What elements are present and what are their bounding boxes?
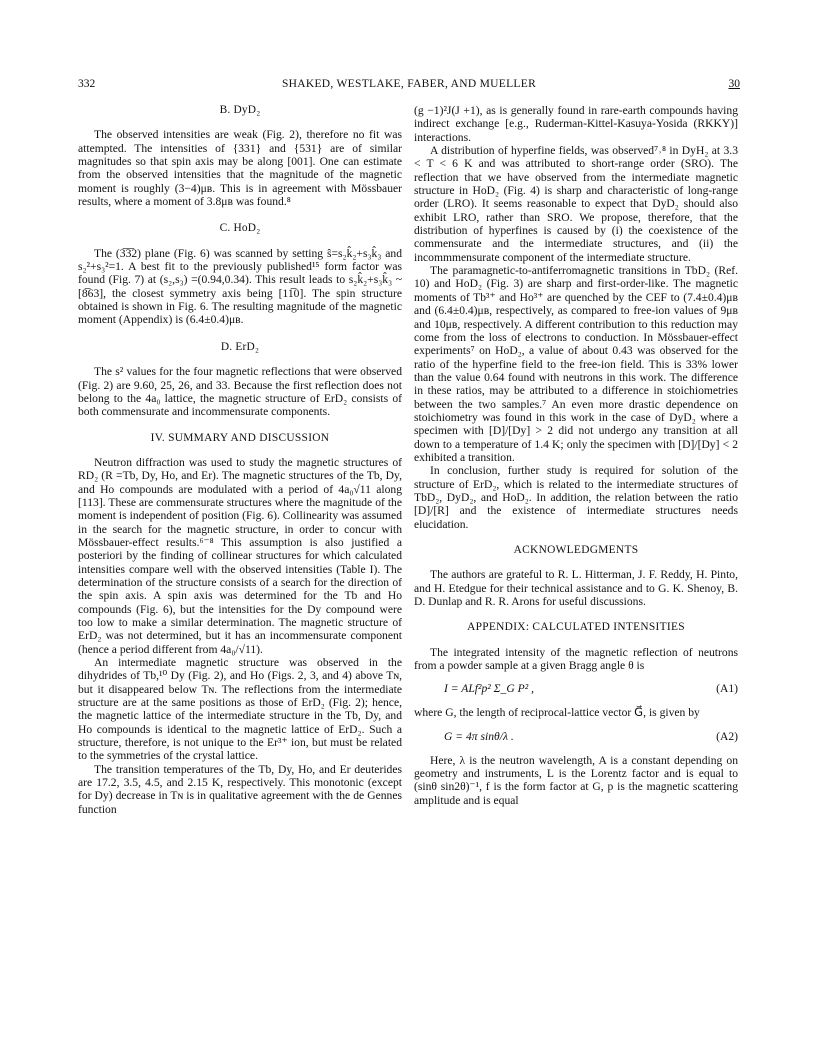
equation-number: (A2)	[716, 729, 738, 743]
section-heading-appendix: APPENDIX: CALCULATED INTENSITIES	[467, 621, 685, 634]
paragraph: The paramagnetic-to-antiferromagnetic transitions in TbD₂ (Ref. 10) and HoD₂ (Fig. 3) are sharp and first-order-like. The magnetic moments of Tb³⁺ and Ho³⁺ are quenched by the CEF to (7.4±0.4)μʙ and (6.4±0.4)μʙ, respectively, as compared to free-ion values of 9μʙ and 10μʙ, respectively. A different contribution to this reduction may come from the loss of electrons to conduction. In Mössbauer-effect experiments⁷ on HoD₂, a value of about 0.43 was observed for the ratio of the hyperfine field to the free-ion field. This is 33% lower than the value 0.64 found with neutrons in this work. The difference in these ratios, may be attributed to a difference in stoichiometries between the two samples.⁷ An even more drastic dependence on stoichiometry was found in this work in the case of DyD₂ where a specimen with [D]/[Dy] > 2 did not undergo any transition at all down to a temperature of 1.4 K; only the specimen with [D]/[Dy] < 2 exhibited a transition.	[414, 264, 738, 464]
left-column	[78, 104, 402, 816]
paragraph: The s² values for the four magnetic reflections that were observed (Fig. 2) are 9.60, 25, 26, and 33. Because the first reflection does not belong to the 4a₀ lattice, the magnetic structure of ErD₂ consists of both commensurate and incommensurate components.	[78, 365, 402, 419]
paragraph: (g −1)²J(J +1), as is generally found in rare-earth compounds having indirect exchange [e.g., Ruderman-Kittel-Kasuya-Yosida (RKKY)] interactions.	[414, 104, 738, 144]
running-header	[78, 78, 740, 94]
right-column	[414, 104, 738, 807]
paragraph: The transition temperatures of the Tb, Dy, Ho, and Er deuterides are 17.2, 3.5, 4.5, and 2.15 K, respectively. This monotonic (except for Dy) decrease in Tɴ is in qualitative agreement with the de Gennes function	[78, 762, 402, 816]
running-title: SHAKED, WESTLAKE, FABER, AND MUELLER	[281, 78, 537, 90]
section-heading-erd2: D. ErD₂	[220, 340, 260, 353]
section-heading-summary: IV. SUMMARY AND DISCUSSION	[150, 431, 330, 444]
paragraph: Here, λ is the neutron wavelength, A is a constant depending on geometry and instruments, L is the Lorentz factor and is equal to (sinθ sin2θ)⁻¹, f is the form factor at G, p is the magnetic scattering amplitude and is equal	[414, 753, 738, 807]
equation-formula: I = ALf²p² Σ_G P² ,	[444, 682, 534, 696]
paragraph: where G, the length of reciprocal-lattice vector G⃗, is given by	[414, 706, 700, 720]
volume-number: 30	[728, 78, 740, 90]
paragraph: The authors are grateful to R. L. Hitterman, J. F. Reddy, H. Pinto, and H. Etedgue for their technical assistance and to G. K. Shenoy, B. D. Dunlap and R. R. Arons for useful discussions.	[414, 568, 738, 609]
page-number: 332	[78, 78, 96, 90]
paragraph: A distribution of hyperfine fields, was observed⁷˒⁸ in DyH₂ at 3.3 < T < 6 K and was attributed to short-range order (SRO). The reflection that we have observed from the intermediate magnetic structure in HoD₂ (Fig. 4) is sharp and characteristic of long-range order (LRO). It seems reasonable to expect that DyD₂ should also exhibit LRO, rather than SRO. We propose, therefore, that the distribution of hyperfines is caused by (i) the coexistence of the commensurate and the intermediate structures, and (ii) the incommmensurate component of the intermediate structure.	[414, 144, 738, 264]
section-heading-dyd2: B. DyD₂	[219, 104, 261, 116]
equation-number: (A1)	[716, 682, 738, 696]
paragraph: The (3̅3̅2) plane (Fig. 6) was scanned by setting ŝ=s₂k̂₂+s₃k̂₃ and s₂²+s₃²=1. A best fit to the previously published¹⁵ form factor was found (Fig. 7) at (s₂,s₃) =(0.94,0.34). This result leads to s₂k̂₂+s₃k̂₃ ~ [8̅63], the closest symmetry axis being [11̅0]. The spin structure obtained is shown in Fig. 6. The resulting magnitude of the magnetic moment (Appendix) is (6.4±0.4)μʙ.	[78, 246, 402, 327]
paragraph: The observed intensities are weak (Fig. 2), therefore no fit was attempted. The intensities of {331} and {531} are of similar magnitudes so that spin axis may be along [001]. One can estimate from the observed intensities that the magnitude of the magnetic moment is roughly (3−4)μʙ. This is in agreement with Mössbauer results, where a moment of 3.8μʙ was found.⁸	[78, 128, 402, 209]
section-heading-acknowledgments: ACKNOWLEDGMENTS	[513, 544, 639, 556]
paragraph: An intermediate magnetic structure was observed in the dihydrides of Tb,¹⁰ Dy (Fig. 2), and Ho (Figs. 2, 3, and 4) above Tɴ, but it disappeared below Tɴ. The reflections from the intermediate structure are at the same positions as those of ErD₂ (Fig. 2); hence, the magnetic lattice of the intermediate structure in the Tb, Dy, and Ho compounds is identical to the magnetic lattice of ErD₂. Such a structure, therefore, is not unique to the Er³⁺ ion, but must be related to the symmetries of the crystal lattice.	[78, 656, 402, 763]
equation-formula: G = 4π sinθ/λ .	[444, 729, 514, 743]
paragraph: Neutron diffraction was used to study the magnetic structures of RD₂ (R =Tb, Dy, Ho, and Er). The magnetic structures of the Tb, Dy, and Ho compounds are modulated with a period of 4a₀√11 along [113]. These are commensurate structures where the magnitude of the moment is independent of position (Fig. 6). Collinearity was assumed in the search for the magnetic structure, in order to concur with Mössbauer-effect results.⁶⁻⁸ This assumption is also justified a posteriori by the finding of collinear structures for which calculated intensities compare well with the observed intensities (Table I). The determination of the structure consists of a search for the direction of the spin axis. A spin axis was determined for the Tb and Ho compounds (Fig. 6), but the intensities for the Dy compound were too low to make a similar determination. The magnetic structure of ErD₂ was not determined, but it has an incommensurate component (hence a period different from 4a₀/√11).	[78, 455, 402, 656]
paragraph: The integrated intensity of the magnetic reflection of neutrons from a powder sample at a given Bragg angle θ is	[414, 645, 738, 673]
section-heading-hod2: C. HoD₂	[219, 222, 261, 235]
equation-a1	[414, 682, 738, 698]
paragraph: In conclusion, further study is required for solution of the structure of ErD₂, which is related to the intermediate structures of TbD₂, DyD₂, and HoD₂. In addition, the relation between the ratio [D]/[R] and the existence of intermediate structures needs elucidation.	[414, 464, 738, 531]
equation-a2	[414, 730, 738, 746]
